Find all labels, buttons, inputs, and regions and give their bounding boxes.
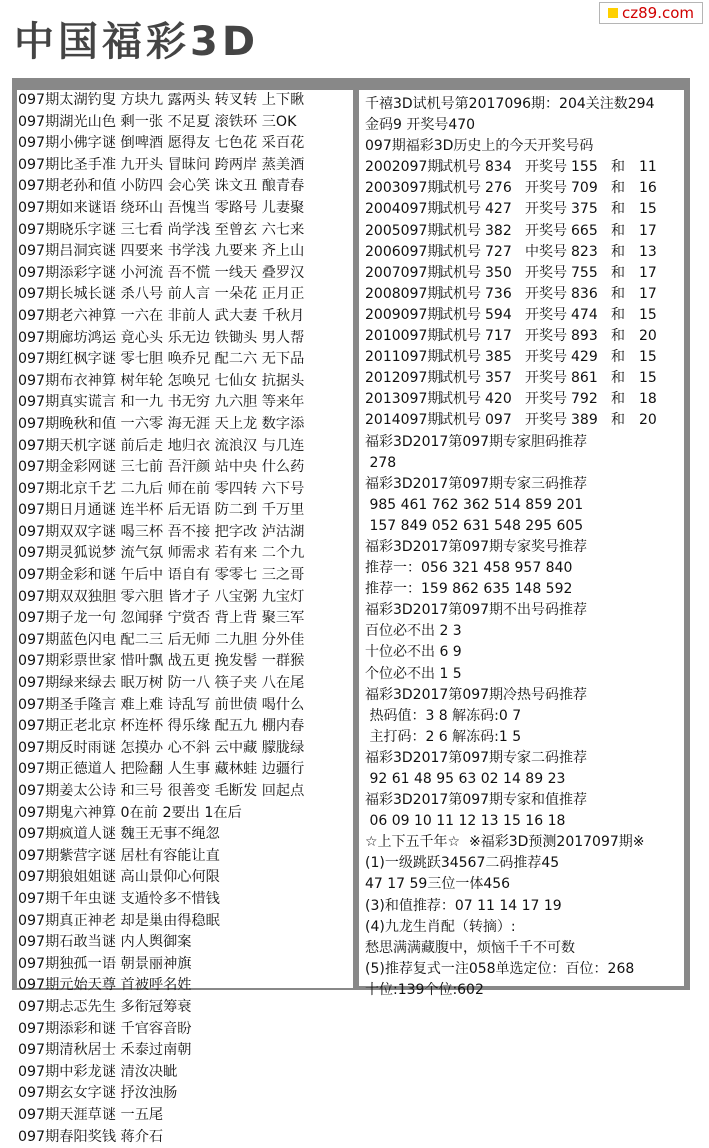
history-row	[365, 221, 684, 242]
history-shiji: 717	[485, 326, 525, 347]
recommendation-line: 十位必不出 6 9	[365, 642, 684, 663]
history-shiji: 427	[485, 199, 525, 220]
history-he-label: 和	[611, 305, 639, 326]
recommendation-line: 157 849 052 631 548 295 605	[365, 516, 684, 537]
history-row	[365, 368, 684, 389]
riddle-row: 097期反时雨谜 怎摸办 心不斜 云中藏 朦胧绿	[17, 738, 353, 760]
history-kaijiang-label: 开奖号	[525, 326, 571, 347]
riddle-row: 097期日月通谜 连半杯 后无语 防二到 千万里	[17, 500, 353, 522]
riddle-row: 097期绿来绿去 眠万树 防一八 筷子夹 八在尾	[17, 673, 353, 695]
riddle-row: 097期晚秋和值 一六零 海无涯 天上龙 数字添	[17, 414, 353, 436]
history-shiji-label: 试机号	[439, 242, 485, 263]
history-kaijiang-label: 开奖号	[525, 389, 571, 410]
recommendation-line: 推荐一：159 862 635 148 592	[365, 579, 684, 600]
history-kaijiang: 665	[571, 221, 611, 242]
history-kaijiang-label: 开奖号	[525, 199, 571, 220]
history-kaijiang-label: 开奖号	[525, 305, 571, 326]
history-shiji: 350	[485, 263, 525, 284]
history-he: 13	[639, 242, 669, 263]
riddle-row: 097期添彩和谜 千官容音盼	[17, 1019, 353, 1041]
riddle-row: 097期红枫字谜 零七胆 唤乔兄 配二六 无下品	[17, 349, 353, 371]
riddle-row: 097期紫营字谜 居杜有容能让直	[17, 846, 353, 868]
recommendation-line: 主打码：2 6 解冻码:1 5	[365, 727, 684, 748]
history-kaijiang: 155	[571, 157, 611, 178]
history-row	[365, 263, 684, 284]
history-he: 20	[639, 326, 669, 347]
riddle-row: 097期廊坊鸿运 竟心头 乐无边 铁锄头 男人帮	[17, 328, 353, 350]
history-period: 2012097期	[365, 368, 439, 389]
history-kaijiang-label: 开奖号	[525, 263, 571, 284]
history-shiji-label: 试机号	[439, 326, 485, 347]
history-title: 097期福彩3D历史上的今天开奖号码	[365, 136, 684, 157]
riddle-row: 097期金彩网谜 三七前 吾汗颜 站中央 什么药	[17, 457, 353, 479]
riddle-row: 097期真实谎言 和一九 书无穷 九六胆 等来年	[17, 392, 353, 414]
riddle-row: 097期中彩龙谜 清汝决眦	[17, 1062, 353, 1084]
history-shiji: 727	[485, 242, 525, 263]
recommendation-line: 百位必不出 2 3	[365, 621, 684, 642]
recommendation-line: 06 09 10 11 12 13 15 16 18	[365, 811, 684, 832]
history-period: 2006097期	[365, 242, 439, 263]
history-he: 15	[639, 305, 669, 326]
history-period: 2003097期	[365, 178, 439, 199]
riddle-row: 097期正老北京 杯连杯 得乐缘 配五九 棚内春	[17, 716, 353, 738]
riddle-row: 097期真正神老 却是巢由得稳眠	[17, 911, 353, 933]
riddle-row: 097期忐忑先生 多衔冠筹衰	[17, 997, 353, 1019]
history-row	[365, 347, 684, 368]
recommendation-line: 福彩3D2017第097期专家和值推荐	[365, 790, 684, 811]
recommendation-line: 福彩3D2017第097期专家三码推荐	[365, 474, 684, 495]
recommendation-line: ☆上下五千年☆ ※福彩3D预测2017097期※	[365, 832, 684, 853]
history-shiji-label: 试机号	[439, 221, 485, 242]
riddle-row: 097期比圣手准 九开头 冒昧问 跨两岸 蒸美酒	[17, 155, 353, 177]
recommendation-line: 福彩3D2017第097期专家胆码推荐	[365, 432, 684, 453]
history-period: 2002097期	[365, 157, 439, 178]
history-kaijiang-label: 开奖号	[525, 221, 571, 242]
history-he-label: 和	[611, 178, 639, 199]
recommendation-line: 愁思满满藏腹中，烦恼千千不可数	[365, 938, 684, 959]
recommendation-line: (1)一级跳跃34567二码推荐45	[365, 853, 684, 874]
history-row	[365, 178, 684, 199]
history-shiji-label: 试机号	[439, 263, 485, 284]
history-he-label: 和	[611, 284, 639, 305]
riddle-row: 097期老六神算 一六在 非前人 武大妻 千秋月	[17, 306, 353, 328]
history-he: 20	[639, 410, 669, 431]
history-kaijiang: 755	[571, 263, 611, 284]
riddle-row: 097期老孙和值 小防四 会心笑 诛文丑 酿青春	[17, 176, 353, 198]
masthead-title: 中国福彩3D	[14, 12, 259, 52]
site-url: cz89.com	[622, 4, 694, 22]
history-kaijiang: 792	[571, 389, 611, 410]
history-he-label: 和	[611, 221, 639, 242]
history-shiji: 594	[485, 305, 525, 326]
riddle-row: 097期长城长谜 杀八号 前人言 一朵花 正月正	[17, 284, 353, 306]
riddle-row: 097期元始天尊 首被呼名姓	[17, 975, 353, 997]
history-period: 2010097期	[365, 326, 439, 347]
riddle-row: 097期玄女字谜 抒汝浊肠	[17, 1083, 353, 1105]
history-kaijiang-label: 中奖号	[525, 242, 571, 263]
trial-number-header: 千禧3D试机号第2017096期：204关注数294	[365, 94, 684, 115]
history-row	[365, 389, 684, 410]
riddle-row: 097期正德道人 把险翻 人生事 藏林蛙 边疆行	[17, 759, 353, 781]
history-shiji-label: 试机号	[439, 368, 485, 389]
history-period: 2007097期	[365, 263, 439, 284]
riddle-row: 097期彩票世家 惜叶飘 战五更 挽发髻 一群猴	[17, 651, 353, 673]
riddle-row: 097期鬼六神算 0在前 2要出 1在后	[17, 803, 353, 825]
history-kaijiang: 389	[571, 410, 611, 431]
riddle-row: 097期狼姐姐谜 高山景仰心何限	[17, 867, 353, 889]
riddle-row: 097期布衣神算 树年轮 怎唤兄 七仙女 抗据头	[17, 371, 353, 393]
history-period: 2013097期	[365, 389, 439, 410]
recommendation-line: 92 61 48 95 63 02 14 89 23	[365, 769, 684, 790]
riddle-row: 097期圣手隆言 难上难 诗乱写 前世债 喝什么	[17, 695, 353, 717]
history-shiji-label: 试机号	[439, 305, 485, 326]
history-shiji-label: 试机号	[439, 410, 485, 431]
riddle-row: 097期双双字谜 喝三杯 吾不接 把字改 泸沽湖	[17, 522, 353, 544]
riddle-row: 097期金彩和谜 午后中 语自有 零零七 三之哥	[17, 565, 353, 587]
golden-code-line: 金码9 开奖号470	[365, 115, 684, 136]
riddle-row: 097期天涯草谜 一五尾	[17, 1105, 353, 1127]
recommendation-line: 福彩3D2017第097期不出号码推荐	[365, 600, 684, 621]
history-shiji: 097	[485, 410, 525, 431]
riddle-row: 097期千年虫谜 支遁怜多不惜钱	[17, 889, 353, 911]
history-he: 17	[639, 221, 669, 242]
recommendation-line: (5)推荐复式一注058单选定位：百位：268	[365, 959, 684, 980]
history-he-label: 和	[611, 389, 639, 410]
history-shiji: 276	[485, 178, 525, 199]
history-he: 15	[639, 368, 669, 389]
history-he: 17	[639, 263, 669, 284]
history-shiji: 420	[485, 389, 525, 410]
history-kaijiang: 709	[571, 178, 611, 199]
history-shiji-label: 试机号	[439, 347, 485, 368]
recommendation-lines	[365, 432, 684, 1002]
history-he: 17	[639, 284, 669, 305]
history-he: 11	[639, 157, 669, 178]
history-he-label: 和	[611, 347, 639, 368]
history-row	[365, 410, 684, 431]
history-shiji: 382	[485, 221, 525, 242]
recommendation-line: (3)和值推荐：07 11 14 17 19	[365, 896, 684, 917]
riddle-row: 097期疯道人谜 魏王无事不绳忽	[17, 824, 353, 846]
history-kaijiang-label: 开奖号	[525, 157, 571, 178]
history-row	[365, 199, 684, 220]
history-row	[365, 284, 684, 305]
riddle-row: 097期清秋居士 禾泰过南朝	[17, 1040, 353, 1062]
history-he-label: 和	[611, 326, 639, 347]
history-kaijiang-label: 开奖号	[525, 284, 571, 305]
prediction-panel	[359, 90, 684, 986]
history-he: 16	[639, 178, 669, 199]
history-he: 15	[639, 199, 669, 220]
history-kaijiang-label: 开奖号	[525, 410, 571, 431]
history-period: 2009097期	[365, 305, 439, 326]
badge-square-icon	[608, 8, 618, 18]
history-he: 18	[639, 389, 669, 410]
riddle-row: 097期太湖钓叟 方块九 露两头 转叉转 上下瞅	[17, 90, 353, 112]
history-row	[365, 326, 684, 347]
recommendation-line: 福彩3D2017第097期专家奖号推荐	[365, 537, 684, 558]
history-shiji-label: 试机号	[439, 284, 485, 305]
history-he-label: 和	[611, 410, 639, 431]
history-shiji: 736	[485, 284, 525, 305]
recommendation-line: 十位:139个位:602	[365, 980, 684, 1001]
riddle-list-panel	[17, 90, 353, 988]
history-kaijiang: 836	[571, 284, 611, 305]
history-period: 2005097期	[365, 221, 439, 242]
history-shiji-label: 试机号	[439, 389, 485, 410]
riddle-row: 097期姜太公诗 和三号 很善变 毛断发 回起点	[17, 781, 353, 803]
riddle-row: 097期湖光山色 剩一张 不足夏 滚铁环 三OK	[17, 112, 353, 134]
riddle-row: 097期蓝色闪电 配二三 后无师 二九胆 分外佳	[17, 630, 353, 652]
history-kaijiang: 375	[571, 199, 611, 220]
history-shiji: 357	[485, 368, 525, 389]
history-he-label: 和	[611, 368, 639, 389]
recommendation-line: 福彩3D2017第097期专家二码推荐	[365, 748, 684, 769]
recommendation-line: (4)九龙生肖配（转摘）:	[365, 917, 684, 938]
history-shiji-label: 试机号	[439, 157, 485, 178]
history-shiji: 385	[485, 347, 525, 368]
history-he-label: 和	[611, 157, 639, 178]
recommendation-line: 278	[365, 453, 684, 474]
recommendation-line: 推荐一：056 321 458 957 840	[365, 558, 684, 579]
riddle-row: 097期吕洞宾谜 四要来 书学浅 九要来 齐上山	[17, 241, 353, 263]
history-he: 15	[639, 347, 669, 368]
history-row	[365, 242, 684, 263]
history-shiji-label: 试机号	[439, 178, 485, 199]
riddle-row: 097期灵狐说梦 流气氛 师需求 若有来 二个九	[17, 543, 353, 565]
history-kaijiang: 893	[571, 326, 611, 347]
history-period: 2008097期	[365, 284, 439, 305]
riddle-row: 097期双双独胆 零六胆 皆才子 八宝粥 九宝灯	[17, 587, 353, 609]
recommendation-line: 985 461 762 362 514 859 201	[365, 495, 684, 516]
history-shiji: 834	[485, 157, 525, 178]
riddle-row: 097期春阳奖钱 蒋介石	[17, 1127, 353, 1148]
history-table	[365, 157, 684, 431]
recommendation-line: 47 17 59三位一体456	[365, 874, 684, 895]
history-row	[365, 305, 684, 326]
riddle-row: 097期子龙一句 忽闻驿 宁赏否 背上背 聚三军	[17, 608, 353, 630]
history-period: 2004097期	[365, 199, 439, 220]
riddle-row: 097期小佛字谜 倒啤酒 愿得友 七色花 采百花	[17, 133, 353, 155]
history-kaijiang: 429	[571, 347, 611, 368]
riddle-row: 097期晓乐字谜 三七看 尚学浅 至曾玄 六七来	[17, 220, 353, 242]
history-kaijiang-label: 开奖号	[525, 347, 571, 368]
history-kaijiang: 474	[571, 305, 611, 326]
riddle-row: 097期如来谜语 绕环山 吾愧当 零路号 儿妻聚	[17, 198, 353, 220]
history-row	[365, 157, 684, 178]
riddle-row: 097期天机字谜 前后走 地归衣 流浪汉 与几连	[17, 436, 353, 458]
history-kaijiang: 861	[571, 368, 611, 389]
history-he-label: 和	[611, 242, 639, 263]
riddle-row: 097期独孤一语 朝景丽神旗	[17, 954, 353, 976]
recommendation-line: 热码值：3 8 解冻码:0 7	[365, 706, 684, 727]
riddle-row: 097期北京千艺 二九后 师在前 零四转 六下号	[17, 479, 353, 501]
history-shiji-label: 试机号	[439, 199, 485, 220]
history-kaijiang-label: 开奖号	[525, 368, 571, 389]
history-he-label: 和	[611, 199, 639, 220]
history-period: 2014097期	[365, 410, 439, 431]
history-kaijiang-label: 开奖号	[525, 178, 571, 199]
riddle-row: 097期添彩字谜 小河流 吾不慌 一线天 叠罗汉	[17, 263, 353, 285]
riddle-row: 097期石敢当谜 内人舆御案	[17, 932, 353, 954]
history-period: 2011097期	[365, 347, 439, 368]
recommendation-line: 个位必不出 1 5	[365, 664, 684, 685]
recommendation-line: 福彩3D2017第097期冷热号码推荐	[365, 685, 684, 706]
history-kaijiang: 823	[571, 242, 611, 263]
site-watermark-badge[interactable]	[599, 2, 703, 24]
history-he-label: 和	[611, 263, 639, 284]
